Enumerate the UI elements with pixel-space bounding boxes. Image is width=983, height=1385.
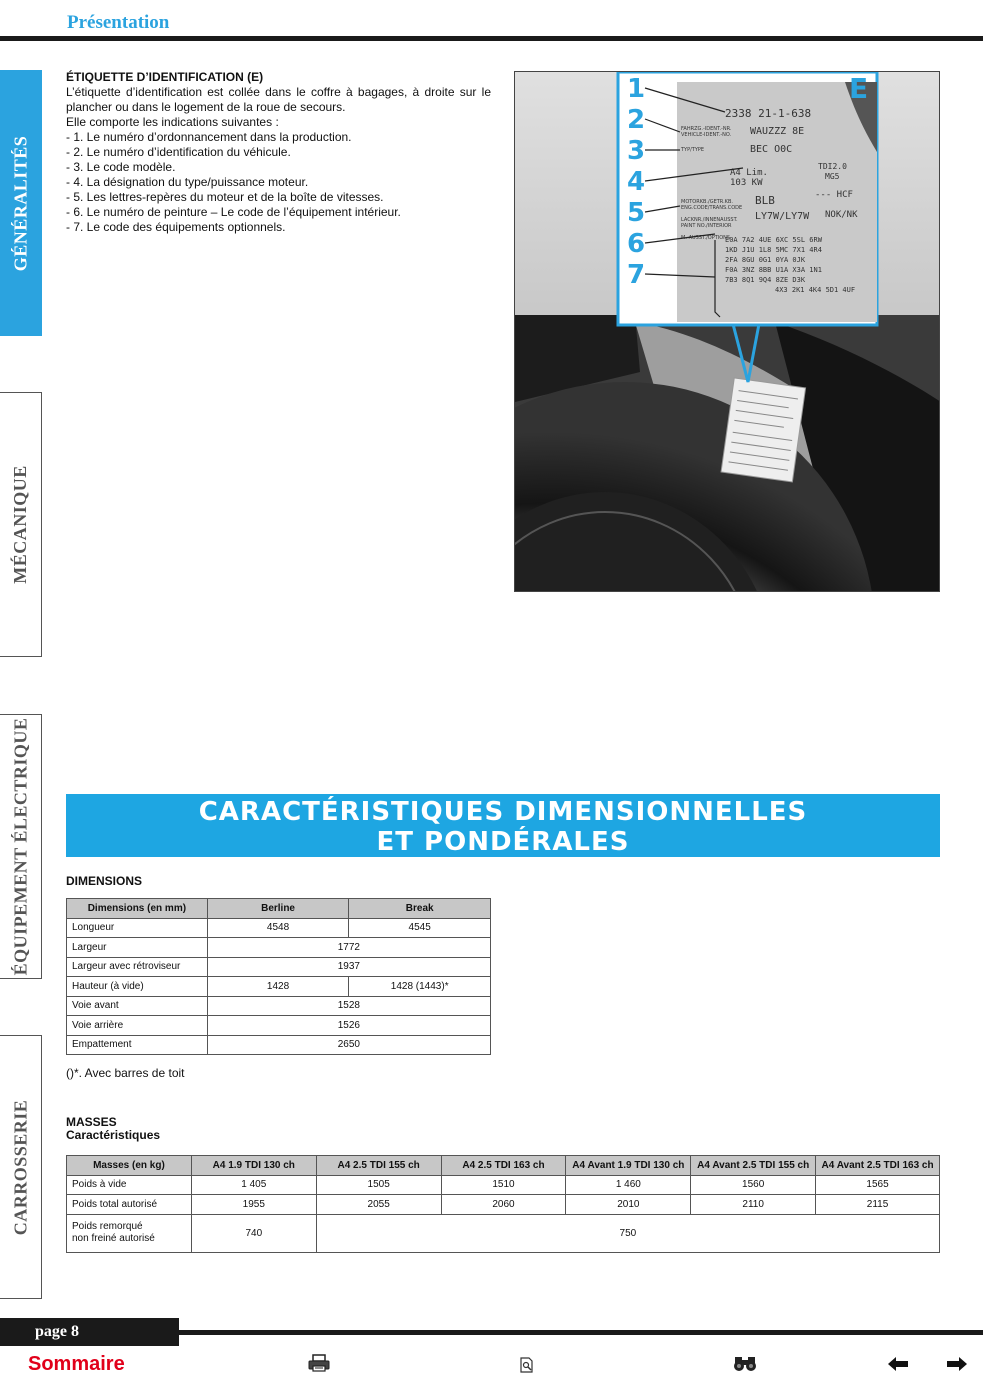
label-text: 4X3 2K1 4K4 5D1 4UF — [775, 286, 856, 294]
callout-number: 6 — [627, 229, 646, 259]
table-row — [67, 918, 491, 938]
side-tab-label: ÉQUIPEMENT ÉLECTRIQUE — [10, 717, 30, 976]
side-tab-label: CARROSSERIE — [10, 1099, 31, 1235]
table-row — [67, 996, 491, 1016]
table-row — [67, 1016, 491, 1036]
sommaire-link[interactable]: Sommaire — [28, 1353, 125, 1375]
cell-value: 2115 — [816, 1195, 940, 1215]
cell-value: 1 405 — [191, 1175, 316, 1195]
callout-number: 3 — [627, 136, 646, 166]
identification-item: - 5. Les lettres-repères du moteur et de la boîte de vitesses. — [66, 190, 384, 204]
table-row — [67, 1214, 940, 1252]
label-field: PAINT NO./INTERIOR — [681, 223, 732, 229]
cell-value: 1 460 — [566, 1175, 691, 1195]
identification-item: - 1. Le numéro d’ordonnancement dans la production. — [66, 130, 352, 144]
cell-value: 1955 — [191, 1195, 316, 1215]
row-label: Longueur — [67, 918, 208, 938]
label-text: LY7W/LY7W — [755, 211, 810, 222]
label-text: F0A 3NZ 8BB U1A X3A 1N1 — [725, 266, 822, 274]
cell-value: 2110 — [691, 1195, 816, 1215]
page-number: page 8 — [0, 1318, 179, 1346]
table-row — [67, 957, 491, 977]
table-row — [67, 1175, 940, 1195]
masses-title: MASSES — [66, 1115, 117, 1129]
callout-number: 1 — [627, 74, 646, 104]
identification-label-photo — [514, 71, 940, 592]
label-text: 103 KW — [730, 178, 763, 188]
cell-value: 1428 (1443)* — [349, 977, 491, 997]
arrow-left-icon[interactable] — [888, 1357, 908, 1371]
cell-value: 1772 — [207, 938, 490, 958]
table-header: A4 Avant 1.9 TDI 130 ch — [566, 1156, 691, 1176]
label-photo-illustration — [515, 72, 940, 592]
table-header-row — [67, 1156, 940, 1176]
cell-value: 2055 — [316, 1195, 441, 1215]
row-label: Hauteur (à vide) — [67, 977, 208, 997]
banner-line: ET PONDÉRALES — [376, 827, 630, 857]
zoom-page-icon[interactable] — [519, 1357, 535, 1373]
table-header: Dimensions (en mm) — [67, 899, 208, 919]
side-tab-label: MÉCANIQUE — [10, 465, 31, 584]
cell-value: 1510 — [441, 1175, 566, 1195]
cell-value: 1565 — [816, 1175, 940, 1195]
table-header: A4 2.5 TDI 163 ch — [441, 1156, 566, 1176]
printer-icon[interactable] — [308, 1354, 330, 1372]
photo-corner-letter: E — [849, 72, 869, 105]
label-field: ENG.CODE/TRANS.CODE — [681, 205, 743, 211]
side-tab-label: GÉNÉRALITÉS — [10, 135, 31, 271]
table-row — [67, 1035, 491, 1055]
label-text: E0A 7A2 4UE 6XC 5SL 6RW — [725, 236, 822, 244]
label-field: TYP/TYPE — [681, 147, 705, 153]
identification-section — [66, 70, 491, 235]
cell-value: 2060 — [441, 1195, 566, 1215]
side-tab-carrosserie[interactable] — [0, 1035, 42, 1299]
masses-title-block — [66, 1116, 160, 1142]
row-label — [67, 1214, 192, 1252]
table-row — [67, 938, 491, 958]
label-field: MOTORKB./GETR.KB. — [681, 199, 733, 205]
cell-value: 750 — [316, 1214, 939, 1252]
label-text: 2338 21-1-638 — [725, 107, 812, 120]
row-label: Voie avant — [67, 996, 208, 1016]
cell-value: 2010 — [566, 1195, 691, 1215]
row-label-line: Poids remorqué — [72, 1221, 143, 1232]
callout-number: 5 — [627, 198, 646, 228]
row-label-line: non freiné autorisé — [72, 1233, 155, 1244]
label-text: 2FA 8GU 0G1 0YA 0JK — [725, 256, 806, 264]
cell-value: 1428 — [207, 977, 349, 997]
label-field: LACKNR./INNENAUSST. — [681, 217, 738, 223]
cell-value: 1560 — [691, 1175, 816, 1195]
section-banner — [66, 794, 940, 857]
callout-number: 2 — [627, 105, 646, 135]
label-field: VEHICLE-IDENT.-NO. — [681, 132, 732, 138]
label-text: 1KD J1U 1L8 5MC 7X1 4R4 — [725, 246, 822, 254]
row-label: Largeur avec rétroviseur — [67, 957, 208, 977]
table-header: A4 2.5 TDI 155 ch — [316, 1156, 441, 1176]
side-tab-equipement-electrique[interactable] — [0, 714, 42, 979]
callout-number: 7 — [627, 260, 646, 290]
row-label: Poids total autorisé — [67, 1195, 192, 1215]
cell-value: 4548 — [207, 918, 349, 938]
table-header: Break — [349, 899, 491, 919]
page-section-title: Présentation — [67, 12, 170, 33]
cell-value: 2650 — [207, 1035, 490, 1055]
identification-item: - 3. Le code modèle. — [66, 160, 176, 174]
cell-value: 1937 — [207, 957, 490, 977]
cell-value: 740 — [191, 1214, 316, 1252]
identification-item: - 6. Le numéro de peinture – Le code de l’équipement intérieur. — [66, 205, 401, 219]
label-field: FAHRZG.-IDENT.-NR. — [681, 126, 732, 132]
label-text: BLB — [755, 194, 775, 207]
table-header-row — [67, 899, 491, 919]
side-tab-generalites[interactable] — [0, 70, 42, 336]
table-header: A4 1.9 TDI 130 ch — [191, 1156, 316, 1176]
label-text: TDI2.0 — [818, 162, 847, 171]
dimensions-title: DIMENSIONS — [66, 874, 143, 888]
cell-value: 1528 — [207, 996, 490, 1016]
identification-item: - 4. La désignation du type/puissance moteur. — [66, 175, 309, 189]
header-rule — [0, 36, 983, 41]
table-header: A4 Avant 2.5 TDI 163 ch — [816, 1156, 940, 1176]
table-row — [67, 1195, 940, 1215]
identification-item: - 2. Le numéro d’identification du véhicule. — [66, 145, 291, 159]
label-text: A4 Lim. — [730, 168, 768, 178]
row-label: Largeur — [67, 938, 208, 958]
identification-lead: Elle comporte les indications suivantes : — [66, 115, 279, 129]
banner-line: CARACTÉRISTIQUES DIMENSIONNELLES — [198, 797, 808, 827]
label-field: M.-AUSST./OPTIONS — [681, 235, 731, 241]
table-header: Berline — [207, 899, 349, 919]
identification-intro: L’étiquette d’identification est collée dans le coffre à bagages, à droite sur le plancher ou dans le logement de la roue de secours. — [66, 85, 491, 114]
label-text: MG5 — [825, 172, 840, 181]
identification-title: ÉTIQUETTE D’IDENTIFICATION (E) — [66, 70, 264, 84]
label-text: 7B3 8Q1 9Q4 8ZE D3K — [725, 276, 806, 284]
masses-subtitle: Caractéristiques — [66, 1128, 161, 1142]
callout-number: 4 — [627, 167, 646, 197]
cell-value: 4545 — [349, 918, 491, 938]
row-label: Poids à vide — [67, 1175, 192, 1195]
arrow-right-icon[interactable] — [947, 1357, 967, 1371]
row-label: Empattement — [67, 1035, 208, 1055]
identification-item: - 7. Le code des équipements optionnels. — [66, 220, 286, 234]
side-tab-mecanique[interactable] — [0, 392, 42, 657]
dimensions-table — [66, 898, 491, 1055]
cell-value: 1526 — [207, 1016, 490, 1036]
masses-table — [66, 1155, 940, 1253]
table-row — [67, 977, 491, 997]
row-label: Voie arrière — [67, 1016, 208, 1036]
dimensions-footnote: ()*. Avec barres de toit — [66, 1066, 185, 1080]
cell-value: 1505 — [316, 1175, 441, 1195]
label-text: NOK/NK — [825, 210, 858, 220]
table-header: A4 Avant 2.5 TDI 155 ch — [691, 1156, 816, 1176]
footer-rule — [178, 1330, 983, 1335]
label-text: WAUZZZ 8E — [750, 126, 805, 137]
table-header: Masses (en kg) — [67, 1156, 192, 1176]
label-text: BEC O0C — [750, 144, 793, 155]
label-text: --- HCF — [815, 190, 853, 200]
binoculars-icon[interactable] — [733, 1354, 757, 1372]
